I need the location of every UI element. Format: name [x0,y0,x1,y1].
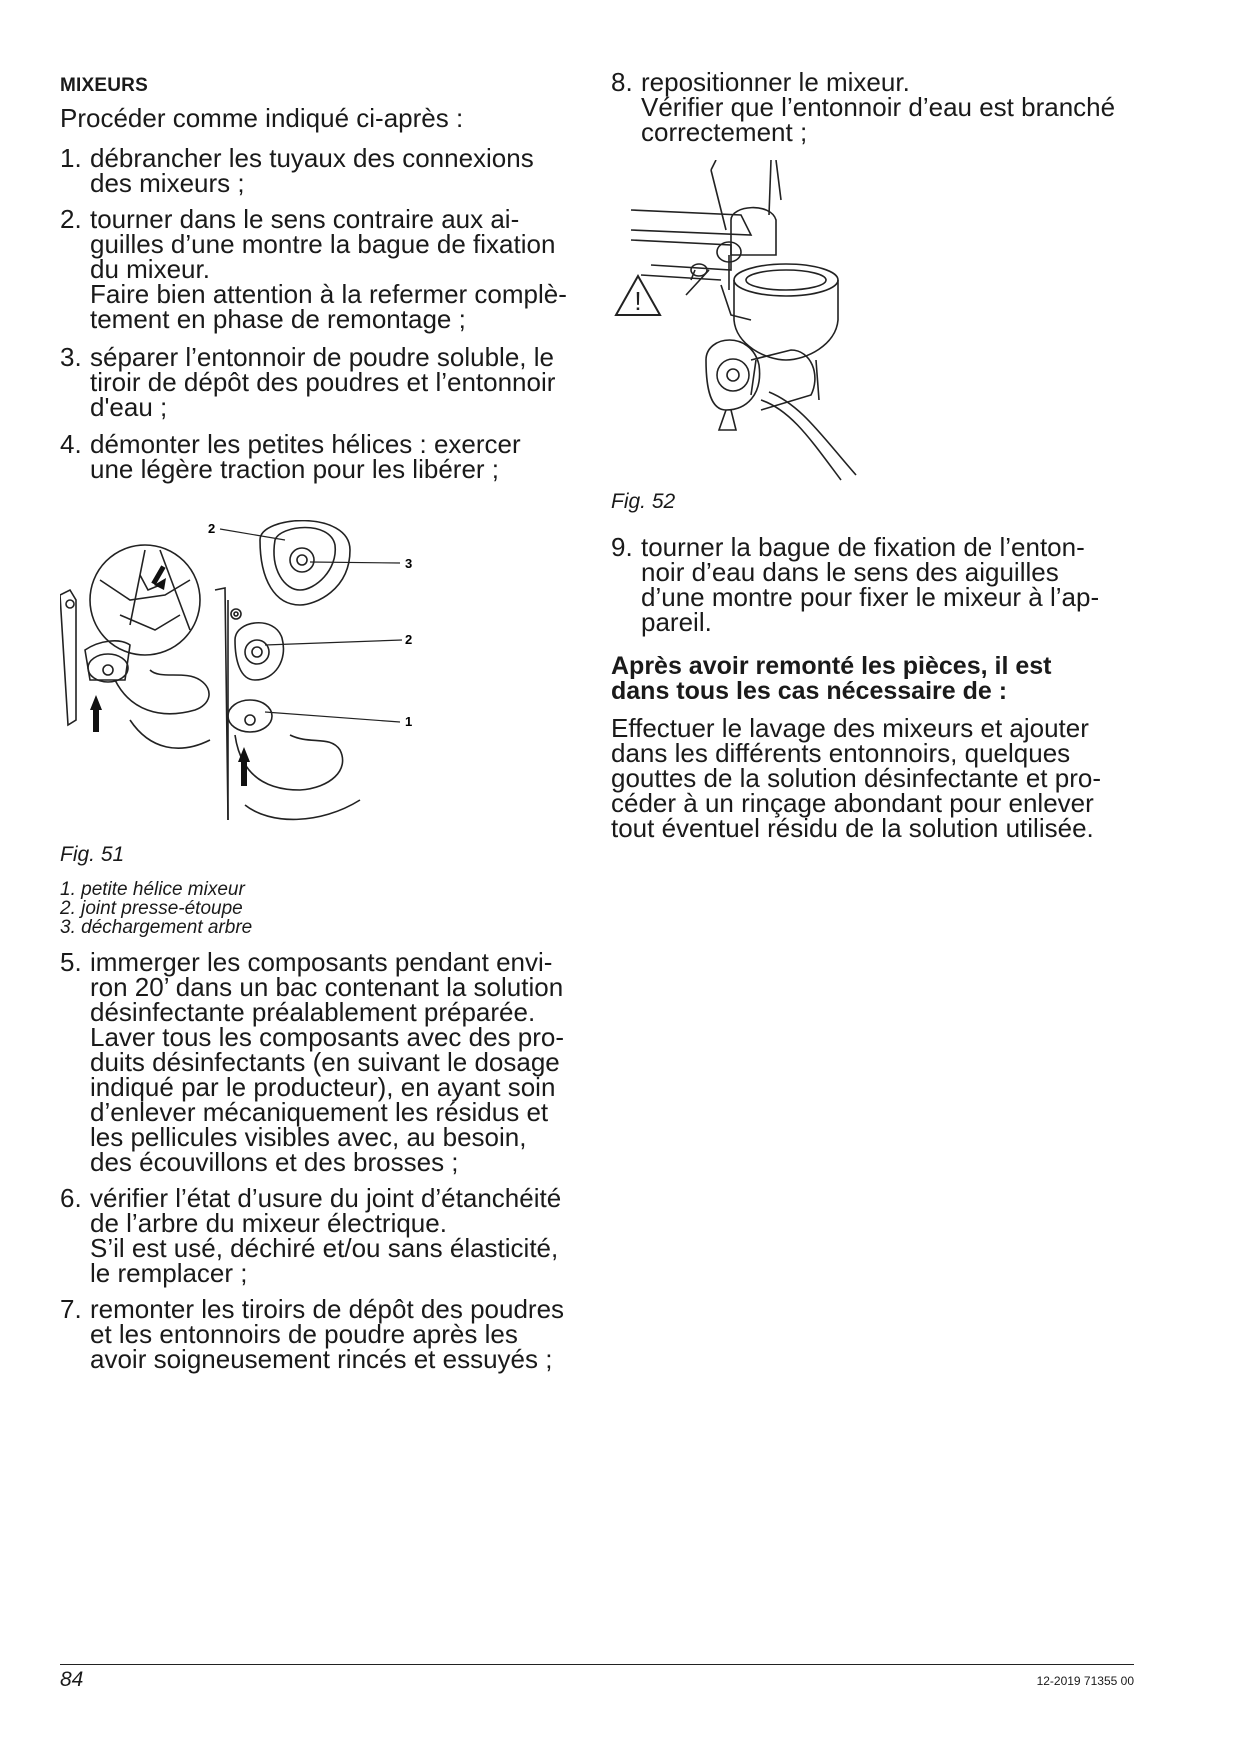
arrow-up-icon [90,695,102,710]
water-funnel [734,264,838,296]
step-2 [60,204,567,334]
step-number: 9. [611,532,633,562]
after-heading [611,654,1051,704]
step-number: 1. [60,143,82,173]
mixer-propeller [228,700,272,732]
step-line: désinfectante préalablement préparée. [90,997,536,1027]
step-line: démonter les petites hélices : exercer [90,429,521,459]
after-heading-line: Après avoir remonté les pièces, il est [611,652,1052,680]
step-line: repositionner le mixeur. [641,67,910,97]
left-hand-icon [115,670,209,714]
step-line: S’il est usé, déchiré et/ou sans élasticité, [90,1233,559,1263]
step-line: des écouvillons et des brosses ; [90,1147,459,1177]
step-line: tourner la bague de fixation de l’enton- [641,532,1085,562]
step-line: les pellicules visibles avec, au besoin, [90,1122,527,1152]
step-7 [60,1294,565,1374]
after-paragraph [611,713,1101,843]
step-line: Faire bien attention à la refermer complè- [90,279,567,309]
step-5 [60,947,565,1177]
fig-51-label: Fig. 51 [60,843,125,866]
hose [761,400,841,480]
para-line: Effectuer le lavage des mixeurs et ajouter [611,713,1089,743]
callout-2: 2 [208,521,216,536]
step-4 [60,429,521,484]
screw-icon [231,609,241,619]
step-line: guilles d’une montre la bague de fixation [90,229,556,259]
step-line: indiqué par le producteur), en ayant soin [90,1072,556,1102]
step-line: le remplacer ; [90,1258,248,1288]
fig-52-label: Fig. 52 [611,490,676,513]
step-8 [611,67,1116,147]
step-line: du mixeur. [90,254,210,284]
step-number: 4. [60,429,82,459]
step-line: une légère traction pour les libérer ; [90,454,500,484]
fig-52-illustration [611,160,871,490]
detail-circle [90,545,200,655]
step-number: 3. [60,342,82,372]
page-number: 84 [60,1668,84,1691]
step-line: immerger les composants pendant envi- [90,947,553,977]
step-number: 5. [60,947,82,977]
step-line: et les entonnoirs de poudre après les [90,1319,518,1349]
fig-51-illustration [60,520,480,830]
fig-51-legend [60,880,252,937]
callout-1: 1 [405,714,413,729]
step-6 [60,1183,562,1288]
step-line: tourner dans le sens contraire aux ai- [90,204,520,234]
step-line: débrancher les tuyaux des connexions [90,143,534,173]
step-9 [611,532,1100,637]
left-housing [60,590,76,725]
para-line: dans les différents entonnoirs, quelques [611,738,1071,768]
step-line: séparer l’entonnoir de poudre soluble, le [90,342,554,372]
footer-rule [60,1664,1134,1665]
step-line: vérifier l’état d’usure du joint d’étanchéité [90,1183,562,1213]
step-line: correctement ; [641,117,808,147]
mixer-outlet [719,410,736,430]
step-line: remonter les tiroirs de dépôt des poudres [90,1294,565,1324]
mixer-body [706,340,760,410]
section-heading: MIXEURS [60,75,148,96]
legend-item: 3. déchargement arbre [60,917,253,938]
step-line: pareil. [641,607,712,637]
step-line: de l’arbre du mixeur électrique. [90,1208,447,1238]
step-line: des mixeurs ; [90,168,245,198]
step-line: Laver tous les composants avec des pro- [90,1022,565,1052]
step-line: duits désinfectants (en suivant le dosage [90,1047,560,1077]
step-number: 6. [60,1183,82,1213]
step-line: noir d’eau dans le sens des aiguilles [641,557,1059,587]
mixer-ring [235,623,283,680]
para-line: céder à un rinçage abondant pour enlever [611,788,1094,818]
step-line: avoir soigneusement rincés et essuyés ; [90,1344,553,1374]
legend-item: 1. petite hélice mixeur [60,879,245,900]
doc-code: 12-2019 71355 00 [1036,1674,1134,1688]
after-heading-line: dans tous les cas nécessaire de : [611,677,1008,705]
para-line: tout éventuel résidu de la solution utilisée. [611,813,1094,843]
warning-triangle-icon [616,276,660,316]
step-1 [60,143,534,198]
step-number: 8. [611,67,633,97]
step-number: 2. [60,204,82,234]
callout-3: 3 [405,556,413,571]
warning-symbol: ! [634,286,642,316]
right-hand-icon [235,735,343,790]
legend-item: 2. joint presse-étoupe [60,898,243,919]
intro-text: Procéder comme indiqué ci-après : [60,103,464,133]
step-line: d’enlever mécaniquement les résidus et [90,1097,549,1127]
para-line: gouttes de la solution désinfectante et pro- [611,763,1101,793]
step-line: tiroir de dépôt des poudres et l’entonnoir [90,367,556,397]
step-line: Vérifier que l’entonnoir d’eau est branché [641,92,1116,122]
step-3 [60,342,556,422]
step-number: 7. [60,1294,82,1324]
screw-icon [66,600,74,608]
callout-2: 2 [405,632,413,647]
step-line: d'eau ; [90,392,168,422]
step-line: d’une montre pour fixer le mixeur à l’ap- [641,582,1100,612]
step-line: tement en phase de remontage ; [90,304,466,334]
step-line: ron 20’ dans un bac contenant la solution [90,972,564,1002]
